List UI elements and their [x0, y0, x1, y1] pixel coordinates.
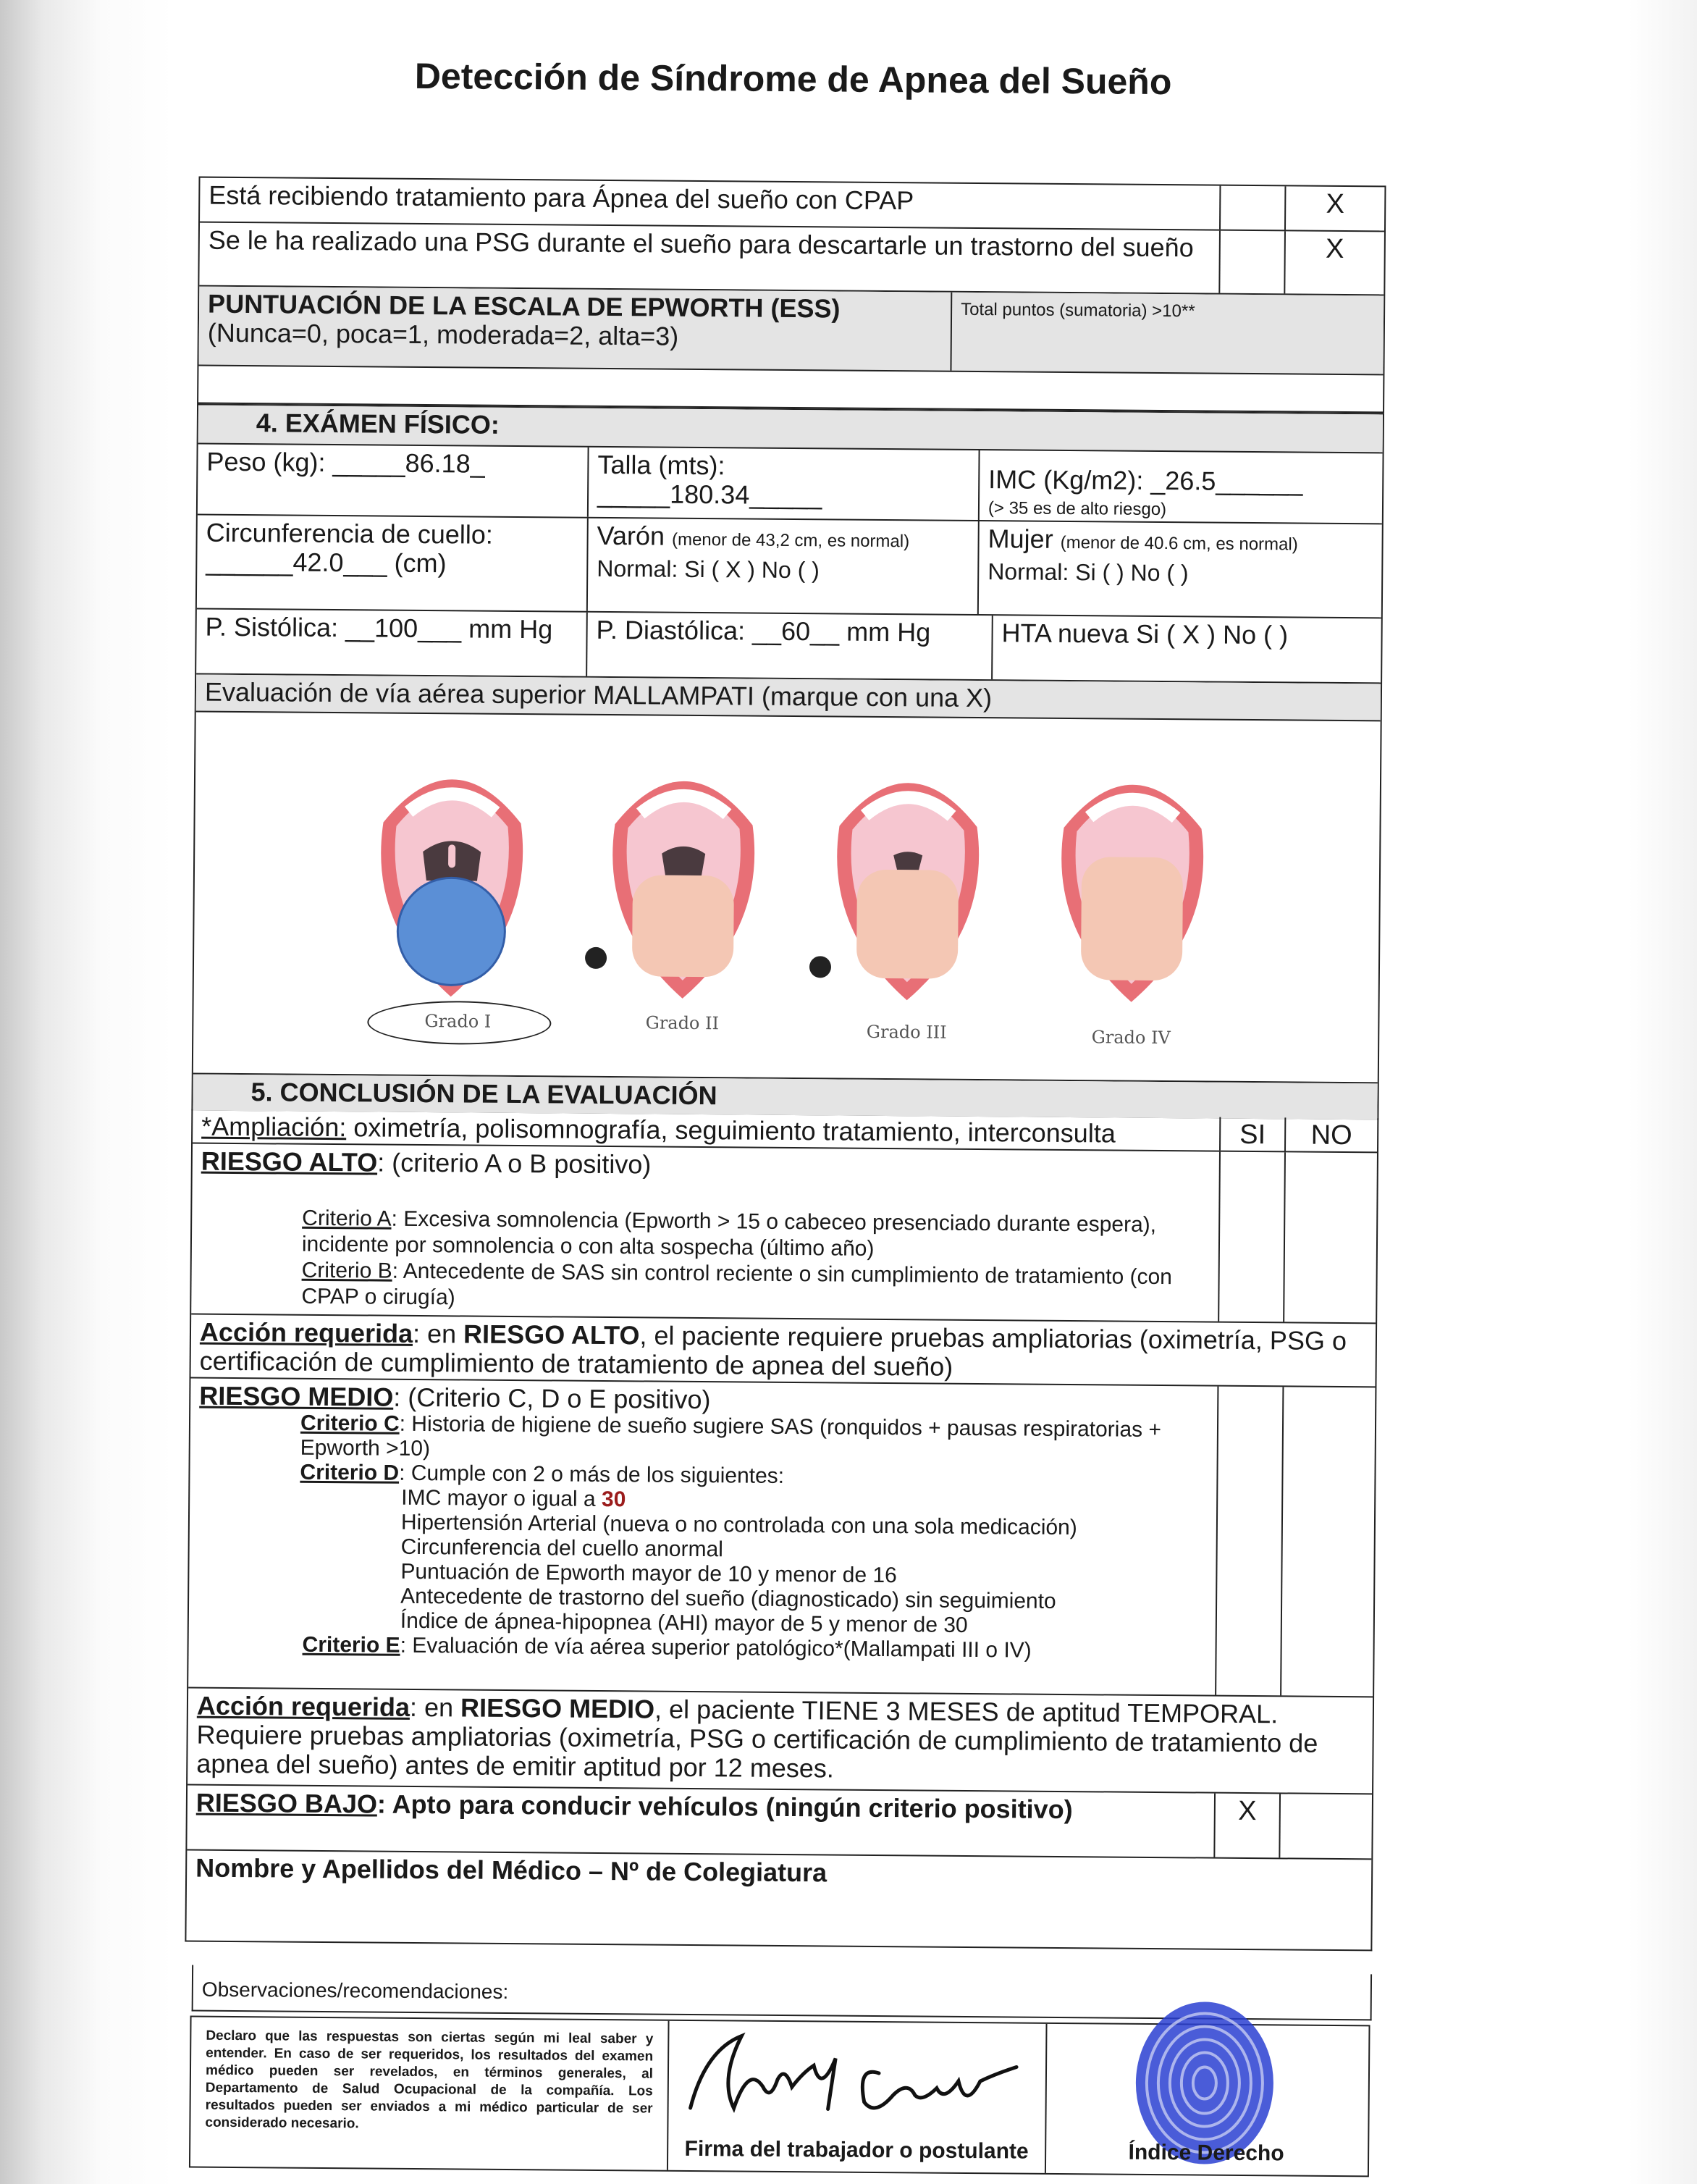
treatment-question-2: Se le ha realizado una PSG durante el sueño para descartarle un trastorno del sueño [199, 223, 1221, 293]
physical-exam-table [191, 404, 1384, 1120]
medico-label: Nombre y Apellidos del Médico – Nº de Colegiatura [195, 1852, 828, 1888]
grade-label-1: Grado I [424, 1011, 492, 1032]
accion-alto-text: , el paciente requiere pruebas ampliatorias (oximetría, PSG o certificación de cumplimiento de tratamiento de apnea del sueño) [199, 1320, 1347, 1382]
cuello-field [197, 516, 589, 611]
mallampati-grade-3-image [823, 746, 992, 1037]
criterio-c-label: Criterio C [300, 1411, 400, 1436]
varon-field [588, 518, 980, 614]
riesgo-alto-label: RIESGO ALTO [201, 1146, 378, 1177]
apnea-form [169, 38, 1402, 2177]
conclusion-heading: 5. CONCLUSIÓN DE LA EVALUACIÓN [250, 1077, 717, 1111]
criterio-e-label: Criterio E [302, 1632, 400, 1658]
accion-alto-bold: RIESGO ALTO [463, 1319, 640, 1351]
accion-medio-row [188, 1689, 1373, 1795]
treatment-row-2 [199, 223, 1384, 296]
treatment-yes-2 [1220, 231, 1286, 294]
ampliacion-text: oximetría, polisomnografía, seguimiento tratamiento, interconsulta [346, 1112, 1116, 1148]
medico-row [186, 1850, 1371, 1949]
mallampati-grade-4-tongue [1081, 857, 1183, 980]
riesgo-bajo-text: : Apto para conducir vehículos (ningún criterio positivo) [376, 1789, 1073, 1825]
criterio-d-item: Antecedente de trastorno del sueño (diagnosticado) sin seguimiento [400, 1584, 1056, 1613]
epworth-heading: PUNTUACIÓN DE LA ESCALA DE EPWORTH (ESS) [207, 288, 841, 324]
riesgo-alto-si [1219, 1152, 1286, 1322]
grade-label-3: Grado III [866, 1021, 947, 1043]
accion-alto-cell [191, 1315, 1376, 1387]
signature-block [189, 2016, 1370, 2177]
mujer-note: (menor de 40.6 cm, es normal) [1060, 532, 1298, 555]
criterio-b [200, 1257, 1210, 1317]
criterio-d-item: Puntuación de Epworth mayor de 10 y menor de 16 [400, 1559, 897, 1588]
treatment-no-1: X [1326, 188, 1345, 219]
imc-field [980, 450, 1383, 523]
riesgo-bajo-row [187, 1786, 1372, 1860]
accion-medio-text: , el paciente TIENE 3 MESES de aptitud TEMPORAL. Requiere pruebas ampliatorias (oximetría, PSG o certificación de cumplimiento de tratamiento de apnea del sueño) antes de emitir aptitud por 12 meses. [196, 1694, 1318, 1784]
treatment-question-1: Está recibiendo tratamiento para Ápnea del sueño con CPAP [200, 178, 1221, 230]
accion-medio-cell [188, 1689, 1373, 1794]
signature-cell [668, 2021, 1048, 2173]
cuello-value: ______42.0___ (cm) [206, 546, 447, 579]
si-header: SI [1221, 1117, 1286, 1151]
peso-field: Peso (kg): _____86.18_ [198, 445, 589, 517]
observaciones-label: Observaciones/recomendaciones: [201, 1978, 509, 2003]
criterio-e-text: : Evaluación de vía aérea superior patológico*(Mallampati III o IV) [400, 1633, 1032, 1663]
handwritten-signature [675, 2021, 1038, 2133]
accion-medio-bold: RIESGO MEDIO [460, 1692, 655, 1724]
grade-label-2: Grado II [645, 1012, 720, 1034]
mujer-label: Mujer [988, 524, 1053, 554]
epworth-total: Total puntos (sumatoria) >10** [961, 299, 1195, 322]
mallampati-illustrations [193, 713, 1381, 1083]
grade-2-marker-icon [585, 947, 607, 969]
riesgo-bajo-si: X [1215, 1794, 1281, 1858]
riesgo-alto-row [191, 1144, 1377, 1324]
riesgo-medio-row [188, 1379, 1375, 1698]
riesgo-medio-si [1216, 1387, 1284, 1696]
riesgo-alto-no [1284, 1152, 1377, 1322]
criterio-b-text: : Antecedente de SAS sin control reciente o sin cumplimiento de tratamiento (con CPAP o cirugía) [301, 1259, 1173, 1310]
criterio-a-text: : Excesiva somnolencia (Epworth > 15 o cabeceo presenciado durante espera), incidente por somnolencia o con alta sospecha (último año) [301, 1206, 1157, 1261]
treatment-no-2: X [1325, 233, 1344, 264]
talla-field [589, 448, 980, 520]
accion-medio-pre: : en [409, 1692, 461, 1723]
riesgo-bajo-cell [187, 1786, 1216, 1857]
diastolica-field: P. Diastólica: __60__ mm Hg [587, 613, 993, 679]
criterio-d-item: Índice de ápnea-hipopnea (AHI) mayor de 5 y menor de 30 [400, 1608, 968, 1637]
physical-heading: 4. EXÁMEN FÍSICO: [256, 408, 500, 440]
varon-normal: Normal: Si ( X ) No ( ) [597, 555, 820, 584]
declaration-text: Declaro que las respuestas son ciertas según mi leal saber y entender. En caso de ser requeridos, los resultados del examen médico pueden ser revelados, en términos generales, al Departamento de Salud Ocupacional de la compañía. Los resultados pueden ser enviados a mi médico particular de ser considerado necesario. [190, 2017, 670, 2170]
riesgo-medio-label: RIESGO MEDIO [199, 1380, 394, 1412]
criterio-b-label: Criterio B [301, 1258, 392, 1283]
hta-field: HTA nueva Si ( X ) No ( ) [1001, 618, 1289, 650]
epworth-scale: (Nunca=0, poca=1, moderada=2, alta=3) [207, 317, 679, 351]
fingerprint-cell [1045, 2024, 1369, 2175]
conclusion-table [185, 1109, 1378, 1952]
criterio-d-text: : Cumple con 2 o más de los siguientes: [399, 1461, 785, 1488]
treatment-table [197, 177, 1386, 413]
imc-value: IMC (Kg/m2): _26.5______ [988, 464, 1303, 497]
accion-alto-pre: : en [412, 1318, 464, 1349]
criterio-c-text: : Historia de higiene de sueño sugiere SAS (ronquidos + pausas respiratorias + Epworth >10) [300, 1411, 1162, 1461]
fingerprint-label: Índice Derecho [1128, 2140, 1284, 2166]
criterio-d-item: Hipertensión Arterial (nueva o no controlada con una sola medicación) [400, 1510, 1077, 1540]
mallampati-grade-4-image [1048, 748, 1216, 1039]
neck-row [197, 516, 1382, 619]
imc-threshold: 30 [601, 1487, 626, 1512]
mallampati-grade-1-tongue [397, 878, 505, 986]
ampliacion-cell [193, 1109, 1221, 1151]
criterio-d-item-text: IMC mayor o igual a [401, 1485, 602, 1511]
riesgo-medio-cell [188, 1379, 1218, 1695]
accion-alto-label: Acción requerida [199, 1316, 413, 1348]
grade-3-marker-icon [809, 956, 831, 978]
accion-medio-label: Acción requerida [196, 1690, 410, 1722]
criterio-a [201, 1205, 1210, 1265]
mallampati-grade-1-image [367, 742, 536, 1033]
ampliacion-label: *Ampliación: [201, 1111, 347, 1143]
sistolica-field: P. Sistólica: __100___ mm Hg [196, 610, 588, 676]
criterio-d-item: Circunferencia del cuello anormal [400, 1534, 724, 1562]
criterio-d-label: Criterio D [300, 1460, 400, 1485]
mallampati-row [193, 713, 1381, 1084]
accion-alto-row [190, 1315, 1376, 1388]
pressure-row [196, 610, 1381, 684]
riesgo-medio-text: : (Criterio C, D o E positivo) [393, 1382, 711, 1415]
criterio-c [199, 1411, 1208, 1468]
varon-note: (menor de 43,2 cm, es normal) [671, 529, 910, 552]
mallampati-grade-3-tongue [856, 870, 959, 979]
mallampati-grade-2-image [599, 744, 767, 1036]
grade-label-4: Grado IV [1091, 1027, 1171, 1049]
riesgo-bajo-label: RIESGO BAJO [195, 1787, 378, 1819]
cuello-label: Circunferencia de cuello: [206, 517, 494, 550]
riesgo-medio-no [1281, 1387, 1375, 1696]
mujer-normal: Normal: Si ( ) No ( ) [988, 558, 1189, 587]
varon-label: Varón [597, 520, 665, 551]
treatment-yes-1 [1221, 186, 1286, 230]
mujer-field [979, 521, 1382, 617]
signature-label: Firma del trabajador o postulante [684, 2136, 1029, 2164]
epworth-row [198, 287, 1384, 376]
form-title: Detección de Síndrome de Apnea del Sueño [414, 55, 1172, 103]
criterio-a-label: Criterio A [302, 1206, 392, 1231]
riesgo-alto-text: : (criterio A o B positivo) [377, 1147, 652, 1180]
imc-note: (> 35 es de alto riesgo) [988, 498, 1167, 520]
riesgo-alto-cell [191, 1144, 1221, 1322]
talla-label: Talla (mts): [597, 449, 725, 481]
mallampati-heading: Evaluación de vía aérea superior MALLAMPATI (marque con una X) [204, 676, 993, 713]
riesgo-bajo-no [1280, 1794, 1372, 1858]
anthropometry-row [198, 445, 1383, 525]
mallampati-grade-2-tongue [632, 875, 734, 977]
epworth-cell [198, 287, 952, 371]
talla-value: _____180.34_____ [597, 478, 822, 511]
no-header: NO [1310, 1120, 1352, 1151]
